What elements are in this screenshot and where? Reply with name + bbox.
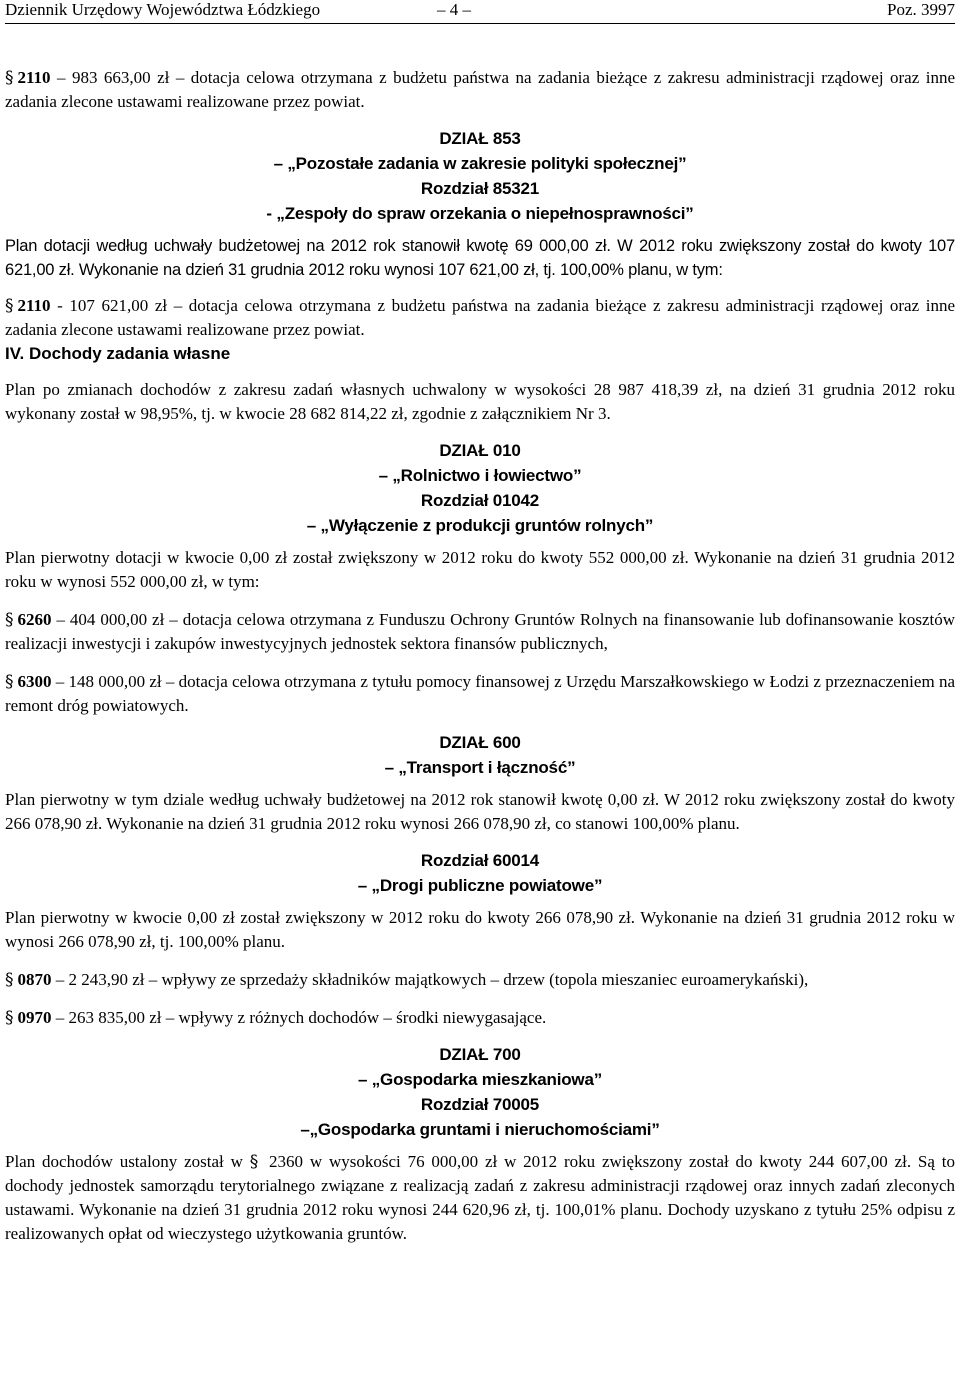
heading-line: – „Transport i łączność”	[384, 758, 576, 777]
paragraph-text: – 404 000,00 zł – dotacja celowa otrzymana z Funduszu Ochrony Gruntów Rolnych na finansowanie lub dofinansowanie kosztów realizacji inwestycji i zakupów inwestycyjnych jednostek sektora finansów publicznych,	[5, 610, 955, 653]
heading-dzial-853	[5, 126, 955, 226]
journal-title: Dziennik Urzędowy Województwa Łódzkiego	[5, 0, 321, 19]
heading-line: Rozdział 85321	[420, 179, 540, 198]
paragraph-2110-b	[5, 294, 955, 342]
chapter-heading-iv	[5, 342, 955, 366]
page-header	[5, 0, 955, 24]
heading-line: – „Gospodarka mieszkaniowa”	[357, 1070, 603, 1089]
paragraph-income-plan: Plan po zmianach dochodów z zakresu zadań własnych uchwalony w wysokości 28 987 418,39 zł, na dzień 31 grudnia 2012 roku wykonany został w 98,95%, tj. w kwocie 28 682 814,22 zł, zgodnie z załącznikiem Nr 3.	[5, 380, 955, 423]
section-sign-icon: §	[5, 68, 14, 88]
classification-code: 6300	[17, 672, 52, 691]
paragraph-0970	[5, 1006, 955, 1030]
heading-line: Rozdział 60014	[420, 851, 540, 870]
paragraph-text: 2360 w wysokości 76 000,00 zł w 2012 roku zwiększony został do kwoty 244 607,00 zł. Są to dochody jednostek samorządu terytorialnego związane z realizacją zadań z zakresu administracji rządowej oraz innych zadań zleconych ustawami. Wykonanie na dzień 31 grudnia 2012 roku wynosi 244 620,96 zł, tj. 100,01% planu. Dochody uzyskano z tytułu 25% odpisu z realizowanych opłat od wieczystego użytkowania gruntów.	[5, 1152, 955, 1243]
chapter-title: Dochody zadania własne	[24, 344, 231, 363]
heading-line: Rozdział 70005	[420, 1095, 540, 1114]
heading-line: DZIAŁ 600	[439, 733, 521, 752]
paragraph-plan-853: Plan dotacji według uchwały budżetowej na 2012 rok stanowił kwotę 69 000,00 zł. W 2012 roku zwiększony został do kwoty 107 621,00 zł. Wykonanie na dzień 31 grudnia 2012 roku wynosi 107 621,00 zł, tj. 100,00% planu, w tym:	[5, 237, 955, 279]
heading-line: Rozdział 01042	[420, 491, 540, 510]
classification-code: 6260	[17, 610, 52, 629]
page-number: – 4 –	[437, 0, 471, 19]
paragraph-6300	[5, 670, 955, 718]
section-sign-icon: §	[249, 1152, 259, 1172]
paragraph-text: Plan dochodów ustalony został w	[5, 1152, 250, 1171]
classification-code: 0870	[17, 970, 52, 989]
heading-dzial-600	[5, 730, 955, 780]
chapter-number: IV.	[5, 344, 25, 363]
document-body	[5, 66, 955, 1246]
paragraph-plan-60014: Plan pierwotny w kwocie 0,00 zł został zwiększony w 2012 roku do kwoty 266 078,90 zł. Wykonanie na dzień 31 grudnia 2012 roku w wynosi 266 078,90 zł, tj. 100,00% planu.	[5, 908, 955, 951]
heading-line: - „Zespoły do spraw orzekania o niepełnosprawności”	[266, 204, 694, 223]
heading-dzial-700	[5, 1042, 955, 1142]
paragraph-text: – 983 663,00 zł – dotacja celowa otrzymana z budżetu państwa na zadania bieżące z zakresu administracji rządowej oraz inne zadania zlecone ustawami realizowane przez powiat.	[5, 68, 955, 111]
paragraph-2110-a	[5, 66, 955, 114]
heading-line: – „Pozostałe zadania w zakresie polityki społecznej”	[273, 154, 687, 173]
heading-line: DZIAŁ 853	[439, 129, 521, 148]
section-sign-icon: §	[5, 1008, 14, 1028]
paragraph-text: – 2 243,90 zł – wpływy ze sprzedaży składników majątkowych – drzew (topola mieszaniec euroamerykański),	[51, 970, 809, 989]
paragraph-plan-700	[5, 1150, 955, 1246]
classification-code: 0970	[17, 1008, 52, 1027]
section-sign-icon: §	[5, 672, 14, 692]
heading-rozdzial-60014	[5, 848, 955, 898]
paragraph-plan-600: Plan pierwotny w tym dziale według uchwały budżetowej na 2012 rok stanowił kwotę 0,00 zł. W 2012 roku zwiększony został do kwoty 266 078,90 zł. Wykonanie na dzień 31 grudnia 2012 roku wynosi 266 078,90 zł, co stanowi 100,00% planu.	[5, 790, 955, 833]
position-number: Poz. 3997	[887, 0, 955, 19]
section-sign-icon: §	[5, 610, 14, 630]
heading-line: DZIAŁ 010	[439, 441, 521, 460]
heading-line: – „Drogi publiczne powiatowe”	[357, 876, 603, 895]
paragraph-6260	[5, 608, 955, 656]
classification-code: 2110	[17, 296, 51, 315]
heading-line: – „Wyłączenie z produkcji gruntów rolnych”	[306, 516, 654, 535]
heading-line: – „Rolnictwo i łowiectwo”	[378, 466, 582, 485]
heading-dzial-010	[5, 438, 955, 538]
paragraph-0870	[5, 968, 955, 992]
paragraph-plan-010: Plan pierwotny dotacji w kwocie 0,00 zł został zwiększony w 2012 roku do kwoty 552 000,00 zł. Wykonanie na dzień 31 grudnia 2012 roku w wynosi 552 000,00 zł, w tym:	[5, 548, 955, 591]
paragraph-text: - 107 621,00 zł – dotacja celowa otrzymana z budżetu państwa na zadania bieżące z zakresu administracji rządowej oraz inne zadania zlecone ustawami realizowane przez powiat.	[5, 296, 955, 339]
section-sign-icon: §	[5, 970, 14, 990]
paragraph-text: – 148 000,00 zł – dotacja celowa otrzymana z tytułu pomocy finansowej z Urzędu Marszałkowskiego w Łodzi z przeznaczeniem na remont dróg powiatowych.	[5, 672, 955, 715]
heading-line: DZIAŁ 700	[439, 1045, 521, 1064]
classification-code: 2110	[17, 68, 51, 87]
paragraph-text: – 263 835,00 zł – wpływy z różnych dochodów – środki niewygasające.	[51, 1008, 547, 1027]
heading-line: –„Gospodarka gruntami i nieruchomościami”	[300, 1120, 660, 1139]
section-sign-icon: §	[5, 296, 14, 316]
